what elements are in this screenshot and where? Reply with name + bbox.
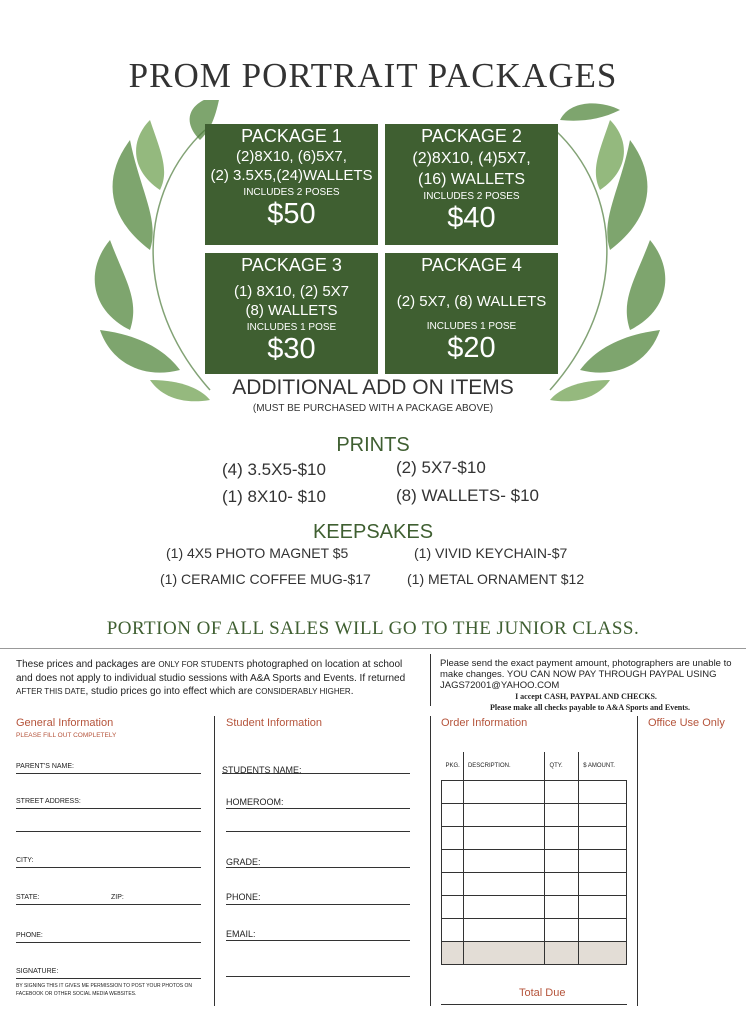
- homeroom-field[interactable]: [226, 808, 410, 809]
- street-address-field[interactable]: [16, 808, 201, 809]
- state-zip-field[interactable]: [16, 904, 201, 905]
- payment-methods: I accept CASH, PAYPAL AND CHECKS.: [515, 692, 657, 701]
- leaf-wreath-decoration: [90, 100, 670, 410]
- column-header: PKG.: [442, 752, 464, 781]
- package-name: PACKAGE 3: [241, 255, 342, 275]
- keepsake-item: (1) VIVID KEYCHAIN-$7: [414, 545, 568, 561]
- signature-label: SIGNATURE:: [16, 968, 59, 975]
- package-items: (2)8X10, (6)5X7,: [236, 148, 347, 165]
- checks-payable: Please make all checks payable to A&A Sports and Events.: [489, 703, 690, 712]
- package-poses: INCLUDES 1 POSE: [426, 321, 517, 332]
- package-price: $40: [447, 202, 496, 234]
- package-items: (8) WALLETS: [245, 302, 338, 319]
- column-header: DESCRIPTION.: [463, 752, 545, 781]
- junior-class-note: PORTION OF ALL SALES WILL GO TO THE JUNIOR CLASS.: [106, 618, 640, 639]
- package-name: PACKAGE 2: [421, 126, 522, 146]
- email-field-2[interactable]: [226, 976, 410, 977]
- student-name-field[interactable]: [222, 773, 410, 774]
- order-row[interactable]: [442, 781, 627, 804]
- zip-label: ZIP:: [111, 894, 124, 901]
- divider: [441, 1004, 627, 1005]
- package-name: PACKAGE 4: [421, 255, 522, 275]
- package-card-3: [205, 253, 378, 374]
- package-price: $20: [447, 332, 496, 364]
- street-address-field-2[interactable]: [16, 831, 201, 832]
- keepsakes-heading: KEEPSAKES: [312, 521, 434, 543]
- order-table-header: [442, 752, 627, 781]
- parent-name-field[interactable]: [16, 773, 201, 774]
- general-info-subheading: PLEASE FILL OUT COMPLETELY: [16, 732, 117, 739]
- state-label: STATE:: [16, 894, 40, 901]
- package-items: (16) WALLETS: [418, 171, 525, 188]
- order-row[interactable]: [442, 850, 627, 873]
- keepsake-item: (1) CERAMIC COFFEE MUG-$17: [160, 571, 371, 587]
- page-title: PROM PORTRAIT PACKAGES: [128, 56, 618, 95]
- divider: [214, 716, 215, 1006]
- city-field[interactable]: [16, 867, 201, 868]
- divider: [430, 654, 431, 706]
- package-poses: INCLUDES 1 POSE: [246, 322, 337, 333]
- order-total-row[interactable]: [442, 942, 627, 965]
- keepsake-item: (1) METAL ORNAMENT $12: [407, 571, 585, 587]
- package-price: $50: [267, 198, 316, 230]
- order-row[interactable]: [442, 804, 627, 827]
- grade-label: GRADE:: [226, 857, 261, 867]
- order-table: [441, 752, 627, 965]
- package-items: (2)8X10, (4)5X7,: [412, 150, 531, 167]
- consent-note: BY SIGNING THIS IT GIVES ME PERMISSION TO POST YOUR PHOTOS ON FACEBOOK OR OTHER SOCIAL MEDIA WEBSITES.: [16, 983, 192, 997]
- homeroom-label: HOMEROOM:: [226, 797, 284, 807]
- print-item: (2) 5X7-$10: [396, 458, 486, 477]
- addons-subtitle: (MUST BE PURCHASED WITH A PACKAGE ABOVE): [252, 403, 494, 414]
- print-item: (8) WALLETS- $10: [396, 486, 539, 505]
- total-due-label: Total Due: [519, 987, 566, 999]
- package-poses: INCLUDES 2 POSES: [243, 187, 340, 198]
- signature-field[interactable]: [16, 978, 201, 979]
- prints-heading: PRINTS: [336, 434, 410, 456]
- keepsake-item: (1) 4X5 PHOTO MAGNET $5: [166, 545, 349, 561]
- package-items: (2) 5X7, (8) WALLETS: [396, 293, 547, 310]
- package-price: $30: [267, 333, 316, 365]
- package-card-4: [385, 253, 558, 374]
- homeroom-field-2[interactable]: [226, 831, 410, 832]
- student-name-label: STUDENTS NAME:: [222, 765, 302, 775]
- student-phone-field[interactable]: [226, 904, 410, 905]
- order-row[interactable]: [442, 827, 627, 850]
- print-item: (4) 3.5X5-$10: [222, 460, 326, 479]
- student-phone-label: PHONE:: [226, 892, 261, 902]
- grade-field[interactable]: [226, 867, 410, 868]
- office-use-heading: Office Use Only: [648, 717, 725, 729]
- pricing-notice: These prices and packages are ONLY FOR STUDENTS photographed on location at school and does not apply to individual studio sessions with A&A Sports and Events. If returned AFTER THIS DATE, studio prices go into effect which are CONSIDERABLY HIGHER.: [16, 659, 406, 697]
- general-info-heading: General Information: [16, 717, 114, 729]
- phone-field[interactable]: [16, 942, 201, 943]
- city-label: CITY:: [16, 857, 34, 864]
- package-card-2: [385, 124, 558, 245]
- phone-label: PHONE:: [16, 932, 43, 939]
- street-address-label: STREET ADDRESS:: [16, 798, 81, 805]
- divider: [0, 648, 746, 649]
- divider: [637, 716, 638, 1006]
- parent-name-label: PARENT'S NAME:: [16, 763, 74, 770]
- order-row[interactable]: [442, 896, 627, 919]
- package-poses: INCLUDES 2 POSES: [423, 191, 520, 202]
- email-field[interactable]: [226, 940, 410, 941]
- package-items: (2) 3.5X5,(24)WALLETS: [210, 167, 373, 184]
- order-row[interactable]: [442, 873, 627, 896]
- print-item: (1) 8X10- $10: [222, 487, 326, 506]
- order-info-heading: Order Information: [441, 717, 528, 729]
- divider: [430, 716, 431, 1006]
- payment-notice: Please send the exact payment amount, photographers are unable to make changes. YOU CAN NOW PAY THROUGH PAYPAL USING JAGS72001@YAHOO.COM: [440, 658, 732, 691]
- student-info-heading: Student Information: [226, 717, 323, 729]
- column-header: QTY.: [545, 752, 579, 781]
- order-row[interactable]: [442, 919, 627, 942]
- package-items: (1) 8X10, (2) 5X7: [233, 283, 350, 300]
- addons-title: ADDITIONAL ADD ON ITEMS: [232, 376, 514, 399]
- package-name: PACKAGE 1: [241, 126, 342, 146]
- column-header: $ AMOUNT.: [579, 752, 627, 781]
- package-card-1: [205, 124, 378, 245]
- email-label: EMAIL:: [226, 929, 256, 939]
